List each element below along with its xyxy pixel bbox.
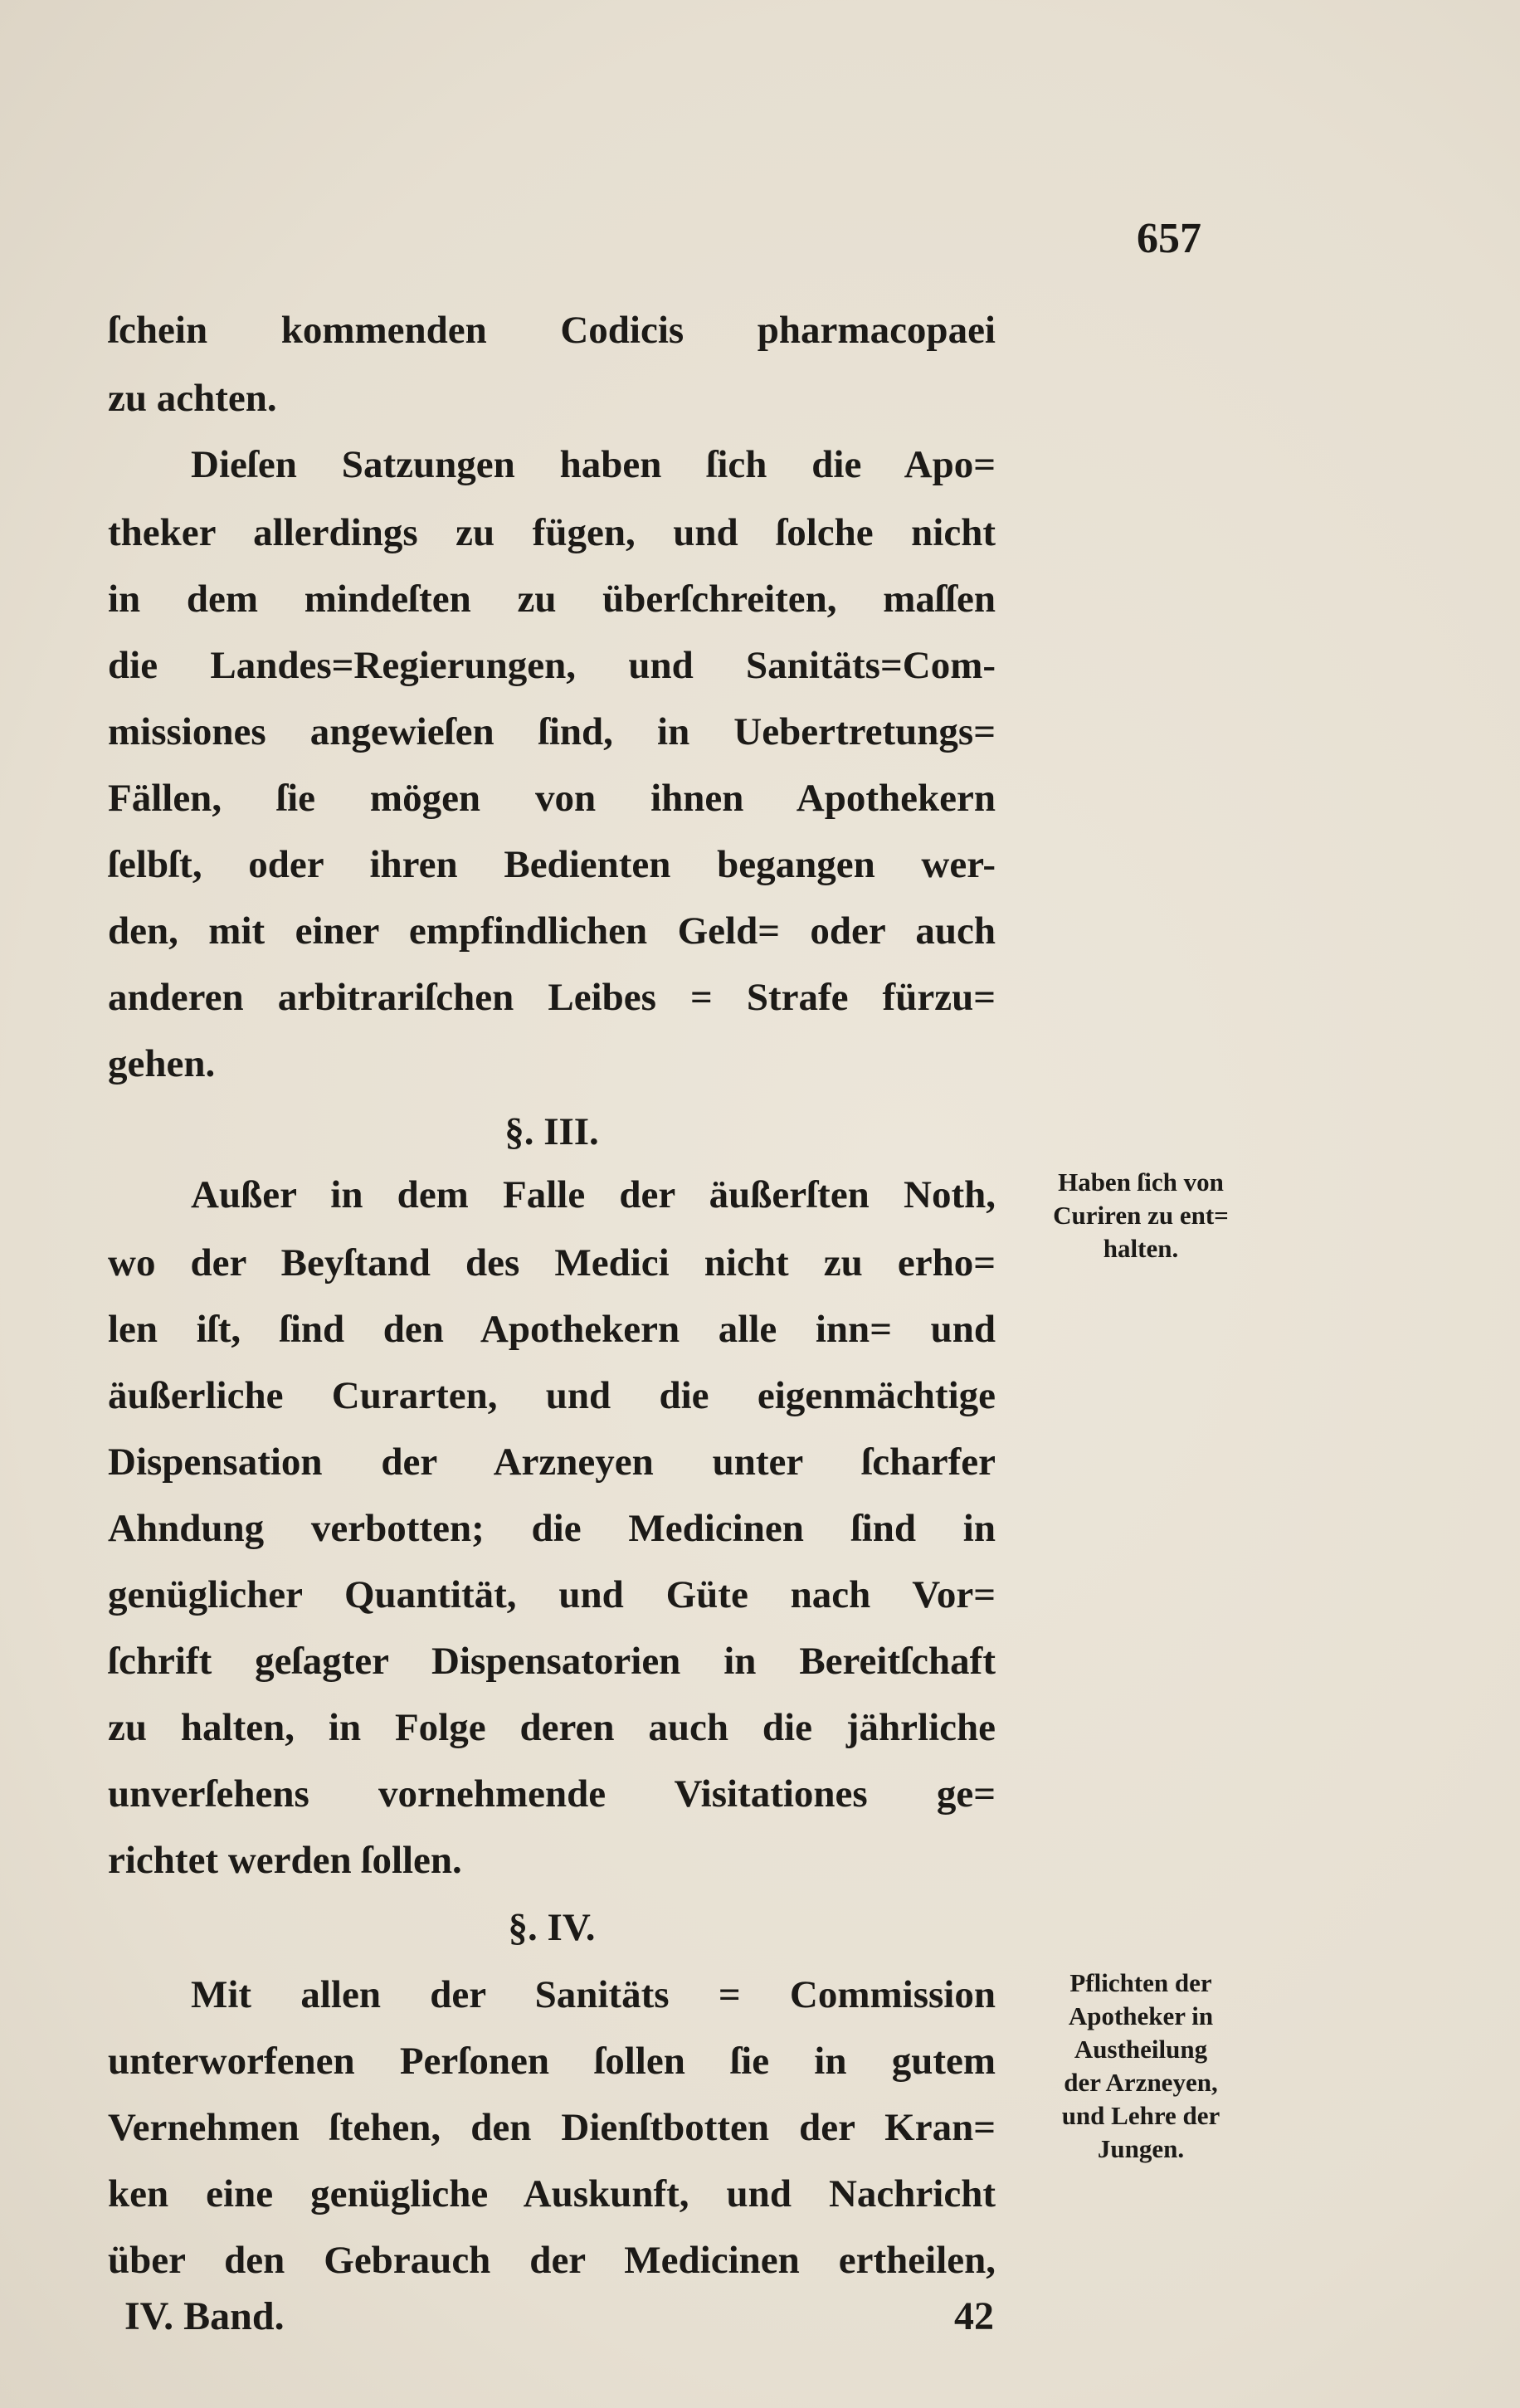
text-line: anderen arbitrariſchen Leibes = Strafe fürzu=: [108, 976, 996, 1019]
footer-signature: 42: [954, 2294, 994, 2338]
text-line: missiones angewieſen ſind, in Uebertretungs=: [108, 710, 996, 753]
text-line: in dem mindeſten zu überſchreiten, maſſen: [108, 578, 996, 621]
margin-note-2: [1029, 1967, 1253, 2166]
section-heading: §. III.: [504, 1110, 599, 1153]
margin-note-line: Haben ſich von: [1058, 1167, 1224, 1197]
text-line: den, mit einer empfindlichen Geld= oder auch: [108, 909, 996, 953]
margin-note-line: Pflichten der: [1069, 1968, 1212, 1997]
margin-note-line: Jungen.: [1097, 2134, 1185, 2163]
text-line: die Landes=Regierungen, und Sanitäts=Com-: [108, 644, 996, 687]
text-line: zu achten.: [108, 377, 277, 420]
margin-note-line: halten.: [1103, 1234, 1179, 1263]
text-line: len iſt, ſind den Apothekern alle inn= und: [108, 1308, 996, 1351]
margin-note-line: Curiren zu ent=: [1053, 1201, 1229, 1230]
text-line: ken eine genügliche Auskunft, und Nachricht: [108, 2172, 996, 2215]
text-line: richtet werden ſollen.: [108, 1839, 462, 1882]
page-number: 657: [1137, 215, 1201, 262]
text-line: zu halten, in Folge deren auch die jährliche: [108, 1706, 996, 1749]
text-line: ſchein kommenden Codicis pharmacopaei: [108, 309, 996, 352]
text-line: Dieſen Satzungen haben ſich die Apo=: [191, 443, 996, 486]
text-line: genüglicher Quantität, und Güte nach Vor=: [108, 1573, 996, 1616]
margin-note-line: und Lehre der: [1061, 2101, 1220, 2130]
text-line: Dispensation der Arzneyen unter ſcharfer: [108, 1440, 996, 1484]
text-line: Fällen, ſie mögen von ihnen Apothekern: [108, 777, 996, 820]
margin-note-line: der Arzneyen,: [1064, 2068, 1218, 2097]
text-line: Vernehmen ſtehen, den Dienſtbotten der Kran=: [108, 2106, 996, 2149]
text-line: Außer in dem Falle der äußerſten Noth,: [191, 1173, 996, 1216]
text-line: unterworfenen Perſonen ſollen ſie in gutem: [108, 2040, 996, 2083]
text-line: über den Gebrauch der Medicinen ertheilen,: [108, 2239, 996, 2282]
text-line: gehen.: [108, 1042, 216, 1085]
margin-note-line: Apotheker in: [1068, 2001, 1214, 2030]
margin-note-1: [1029, 1166, 1253, 1265]
margin-note-line: Austheilung: [1074, 2035, 1208, 2064]
text-line: ſelbſt, oder ihren Bedienten begangen wer-: [108, 843, 996, 886]
text-line: Ahndung verbotten; die Medicinen ſind in: [108, 1507, 996, 1550]
text-line: unverſehens vornehmende Visitationes ge=: [108, 1772, 996, 1816]
text-line: äußerliche Curarten, und die eigenmächtige: [108, 1374, 996, 1417]
text-line: ſchrift geſagter Dispensatorien in Bereitſchaft: [108, 1640, 996, 1683]
section-heading: §. IV.: [508, 1906, 596, 1949]
text-line: theker allerdings zu fügen, und ſolche nicht: [108, 511, 996, 554]
text-line: Mit allen der Sanitäts = Commission: [191, 1973, 996, 2016]
footer-volume: IV. Band.: [124, 2294, 285, 2338]
text-line: wo der Beyſtand des Medici nicht zu erho=: [108, 1241, 996, 1284]
